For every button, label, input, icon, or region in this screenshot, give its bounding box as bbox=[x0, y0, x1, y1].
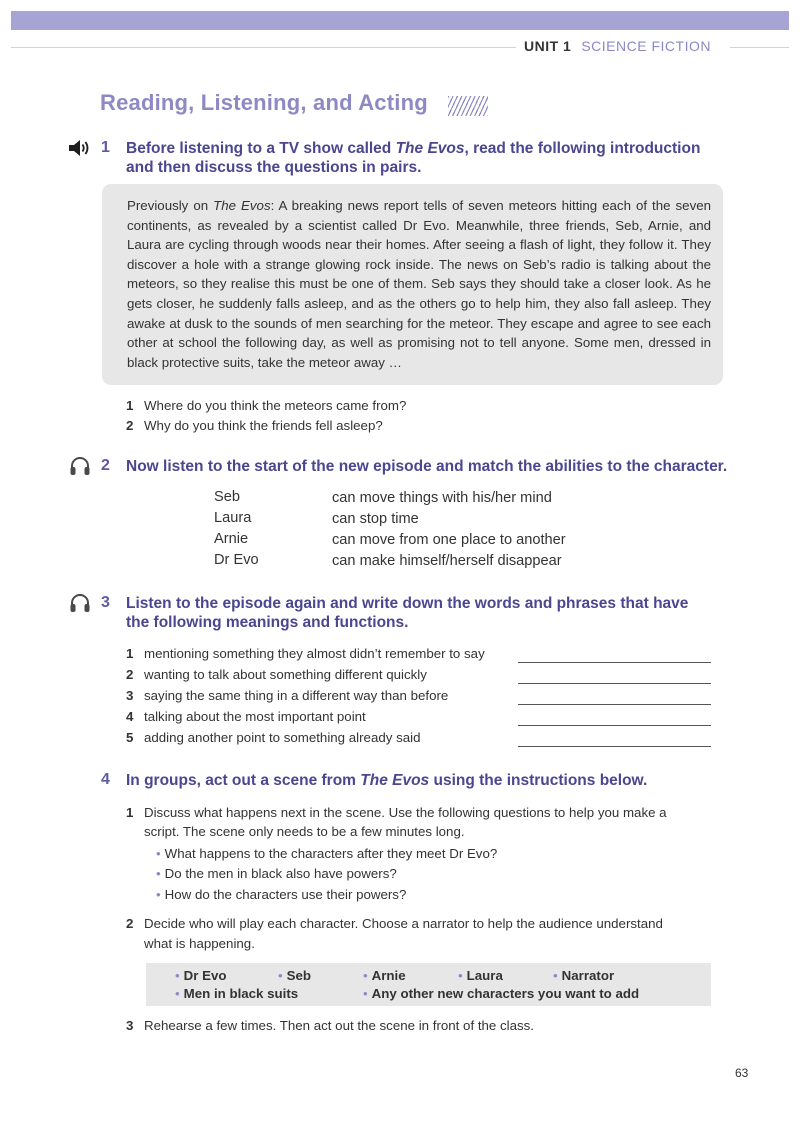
answer-line[interactable] bbox=[518, 683, 711, 684]
bullet-dot: • bbox=[458, 968, 463, 983]
step-text: Decide who will play each character. Choose a narrator to help the audience understand bbox=[144, 916, 663, 931]
item-number: 1 bbox=[126, 646, 134, 661]
headphones-icon[interactable] bbox=[69, 593, 91, 613]
unit-number: UNIT 1 bbox=[524, 38, 572, 54]
role-text: Any other new characters you want to add bbox=[371, 986, 640, 1001]
unit-header bbox=[524, 38, 711, 54]
top-color-bar bbox=[11, 11, 789, 30]
ability-text: can move from one place to another bbox=[332, 532, 566, 548]
answer-line[interactable] bbox=[518, 704, 711, 705]
character-name: Laura bbox=[214, 510, 252, 526]
item-number: 2 bbox=[126, 667, 134, 682]
intro-body: : A breaking news report tells of seven meteors hitting each of the seven continents, as revealed by a scientist called Dr Evo. Meanwhile, three friends, Seb, Arnie, and Laura are cycling through woods near their homes. After seeing a flash of light, they follow it. They discover a hole with a strange glowing rock inside. The news on Seb’s radio is talking about the meteors, so they realise this must be one of them. Seb says they should take a closer look. As he gets closer, he suddenly falls asleep, and as the others go to help him, they also fall asleep. They awake at dusk to the sounds of men searching for the meteor. They escape and agree to see each other at school the following day, as well as promising not to tell anyone. Some men, dressed in black protective suits, take the meteor away … bbox=[127, 198, 712, 370]
ex4-step bbox=[126, 805, 667, 820]
role-item bbox=[458, 968, 503, 983]
page-number: 63 bbox=[735, 1066, 749, 1080]
title-hatch-decoration bbox=[448, 96, 488, 116]
item-number: 4 bbox=[126, 709, 134, 724]
exercise-1-number: 1 bbox=[101, 139, 110, 156]
ex4-title-part: using the instructions below. bbox=[429, 772, 648, 789]
role-item bbox=[553, 968, 614, 983]
ex3-title-line2: the following meanings and functions. bbox=[126, 614, 409, 631]
ex4-step bbox=[126, 1018, 534, 1033]
question-number: 1 bbox=[126, 398, 134, 413]
bullet-dot: • bbox=[156, 846, 161, 861]
ex3-item bbox=[126, 730, 420, 745]
question-text: Why do you think the friends fell asleep? bbox=[144, 418, 383, 433]
character-name: Seb bbox=[214, 489, 240, 505]
item-text: adding another point to something already said bbox=[144, 730, 421, 745]
bullet-dot: • bbox=[363, 986, 368, 1001]
character-name: Arnie bbox=[214, 531, 249, 547]
question-number: 2 bbox=[126, 418, 134, 433]
ex4-title-part: In groups, act out a scene from bbox=[126, 772, 361, 789]
ex1-title-part: , read the following introduction bbox=[464, 140, 701, 157]
item-text: saying the same thing in a different way than before bbox=[144, 688, 449, 703]
ex1-title-part: Before listening to a TV show called bbox=[126, 140, 396, 157]
ability-text: can stop time bbox=[332, 511, 419, 527]
intro-prefix: Previously on bbox=[127, 198, 214, 213]
role-item bbox=[363, 968, 406, 983]
exercise-3-title bbox=[126, 594, 688, 632]
step1-bullet bbox=[156, 846, 497, 861]
ex1-question bbox=[126, 418, 383, 433]
ex1-title-show: The Evos bbox=[395, 140, 465, 157]
item-text: mentioning something they almost didn’t remember to say bbox=[144, 646, 485, 661]
ability-text: can move things with his/her mind bbox=[332, 490, 552, 506]
speaker-icon[interactable] bbox=[68, 138, 90, 158]
ex4-title-show: The Evos bbox=[360, 772, 430, 789]
ex3-title-line1: Listen to the episode again and write down the words and phrases that have bbox=[126, 595, 689, 612]
character-name: Dr Evo bbox=[214, 552, 259, 568]
step1-bullet bbox=[156, 887, 406, 902]
role-item bbox=[175, 968, 227, 983]
role-text: Dr Evo bbox=[183, 968, 227, 983]
exercise-3-number: 3 bbox=[101, 594, 110, 611]
unit-subject: SCIENCE FICTION bbox=[581, 38, 711, 54]
ex3-item bbox=[126, 646, 485, 661]
header-rule-left bbox=[11, 47, 516, 48]
bullet-dot: • bbox=[175, 986, 180, 1001]
item-number: 5 bbox=[126, 730, 134, 745]
bullet-dot: • bbox=[156, 866, 161, 881]
bullet-dot: • bbox=[363, 968, 368, 983]
header-rule-right bbox=[730, 47, 789, 48]
answer-line[interactable] bbox=[518, 662, 711, 663]
section-title: Reading, Listening, and Acting bbox=[100, 90, 428, 115]
step1-bullet bbox=[156, 866, 397, 881]
headphones-icon[interactable] bbox=[69, 456, 91, 476]
bullet-dot: • bbox=[175, 968, 180, 983]
item-text: talking about the most important point bbox=[144, 709, 366, 724]
step-text: Rehearse a few times. Then act out the scene in front of the class. bbox=[144, 1018, 535, 1033]
bullet-text: What happens to the characters after they meet Dr Evo? bbox=[164, 846, 498, 861]
role-text: Narrator bbox=[561, 968, 615, 983]
ex4-step-cont: script. The scene only needs to be a few minutes long. bbox=[144, 824, 465, 839]
question-text: Where do you think the meteors came from? bbox=[144, 398, 407, 413]
role-text: Seb bbox=[286, 968, 312, 983]
ex3-item bbox=[126, 667, 427, 682]
intro-show-name: The Evos bbox=[213, 198, 271, 213]
role-item bbox=[175, 986, 298, 1001]
ex3-item bbox=[126, 709, 366, 724]
exercise-1-title bbox=[126, 139, 700, 177]
role-item bbox=[363, 986, 639, 1001]
ex4-step-cont: what is happening. bbox=[144, 936, 255, 951]
bullet-text: How do the characters use their powers? bbox=[164, 887, 407, 902]
bullet-dot: • bbox=[156, 887, 161, 902]
step-text: Discuss what happens next in the scene. Use the following questions to help you make a bbox=[144, 805, 667, 820]
intro-text bbox=[127, 196, 711, 372]
role-item bbox=[278, 968, 311, 983]
bullet-dot: • bbox=[278, 968, 283, 983]
answer-line[interactable] bbox=[518, 746, 711, 747]
ex1-question bbox=[126, 398, 406, 413]
ex1-title-line2: and then discuss the questions in pairs. bbox=[126, 159, 422, 176]
exercise-4-title bbox=[126, 771, 647, 790]
role-text: Laura bbox=[466, 968, 503, 983]
bullet-dot: • bbox=[553, 968, 558, 983]
item-text: wanting to talk about something different quickly bbox=[144, 667, 427, 682]
exercise-2-title: Now listen to the start of the new episode and match the abilities to the character. bbox=[126, 458, 728, 475]
answer-line[interactable] bbox=[518, 725, 711, 726]
exercise-4-number: 4 bbox=[101, 771, 110, 788]
bullet-text: Do the men in black also have powers? bbox=[164, 866, 397, 881]
exercise-2-number: 2 bbox=[101, 457, 110, 474]
ex3-item bbox=[126, 688, 448, 703]
item-number: 3 bbox=[126, 688, 134, 703]
ability-text: can make himself/herself disappear bbox=[332, 553, 562, 569]
role-text: Men in black suits bbox=[183, 986, 299, 1001]
step-number: 1 bbox=[126, 805, 134, 820]
ex4-step bbox=[126, 916, 663, 931]
step-number: 3 bbox=[126, 1018, 134, 1033]
step-number: 2 bbox=[126, 916, 134, 931]
role-text: Arnie bbox=[371, 968, 406, 983]
